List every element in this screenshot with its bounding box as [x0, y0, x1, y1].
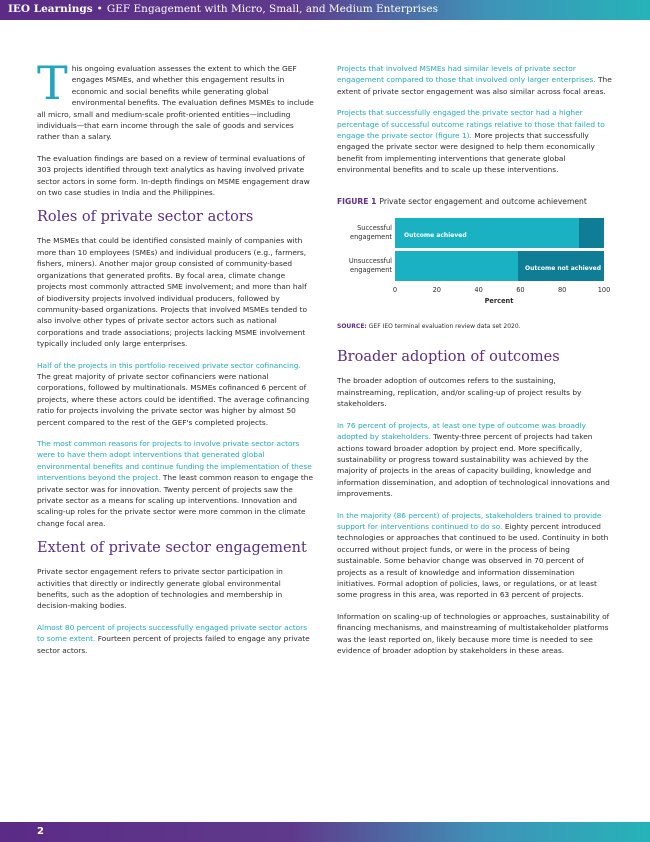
data-label: Outcome achieved [404, 232, 467, 240]
stacked-bar-chart [337, 215, 614, 315]
highlight-text: Half of the projects in this portfolio received private sector cofinancing. [37, 360, 301, 370]
drop-cap: T [37, 56, 68, 110]
paragraph-extent-1: Private sector engagement refers to private sector participation in activities that directly or indirectly generate global environmental benefits, such as the adoption of technologies and membership in decision-making bodies. [37, 567, 283, 611]
paragraph-broader-3 [337, 510, 614, 601]
category-label-line: Unsuccessful [348, 257, 392, 266]
data-label: Outcome not achieved [525, 265, 601, 273]
x-axis-label: Percent [484, 297, 514, 306]
x-tick-label: 0 [392, 286, 398, 295]
paragraph-roles-1: The MSMEs that could be identified consisted mainly of companies with more than 10 employees (SMEs) and individual producers (e.g., farmers, fishers, miners). Another major group consisted of community-based organizations that generated profits. By focal area, climate change projects most commonly attracted SME involvement; and more than half of biodiversity projects involved individual producers, followed by community-based organizations. Projects that involved MSMEs tended to also involve other types of private sector actors such as national corporations and trade associations; projects lacking MSME involvement typically included only large enterprises. [37, 236, 308, 349]
highlight-text: The most common reasons for projects to involve private sector actors were to have them adopt interventions that generated global environmental benefits and continue funding the implementation of these interventions beyond the project. [37, 438, 312, 483]
body-text: The great majority of private sector cofinanciers were national corporations, followed by multinationals. MSMEs cofinanced 6 percent of projects, where these actors could be identified. The average cofinancing ratio for projects involving the private sector was higher by almost 50 percent compared to the rest of the GEF's completed projects. [37, 371, 310, 427]
paragraph-msme-levels [337, 63, 614, 97]
heading-broader-adoption: Broader adoption of outcomes [337, 349, 560, 366]
source-text: GEF IEO terminal evaluation review data set 2020. [368, 323, 521, 331]
highlight-text: Projects that successfully engaged the private sector had a higher percentage of successful outcome ratings relative to those that failed to engage the private sector (figure 1). [337, 108, 605, 141]
header-text [8, 3, 438, 15]
right-column [337, 63, 614, 666]
body-text: The least common reason to engage the private sector was for innovation. Twenty percent of projects saw the private sector as a means for scaling up interventions. Innovation and scaling-up roles for the private sector were more common in the climate change focal area. [37, 473, 314, 528]
series-name: IEO Learnings [8, 3, 93, 15]
page-number: 2 [37, 826, 44, 837]
highlight-text: Almost 80 percent of projects successfully engaged private sector actors to some extent. [37, 622, 308, 644]
x-tick-label: 20 [432, 286, 441, 295]
paragraph-outcome-ratings [337, 107, 614, 175]
category-label-line: Successful [357, 224, 392, 233]
bar-segment-outcome-not-achieved [579, 218, 604, 248]
x-tick-label: 40 [474, 286, 483, 295]
page-footer-bar [0, 822, 650, 842]
x-tick-label: 80 [557, 286, 567, 295]
category-label [337, 257, 392, 274]
body-text: Twenty-three percent of projects had taken actions toward broader adoption by project end. More specifically, sustainability or progress toward sustainability was achieved by the majority of projects in the areas of capacity building, knowledge and information dissemination, and adoption of technological innovations and improvements. [337, 432, 610, 499]
header-separator: • [96, 3, 103, 15]
category-label [337, 224, 392, 241]
category-label-line: engagement [350, 265, 392, 274]
highlight-text: In the majority (86 percent) of projects, stakeholders trained to provide support for interventions continued to do so. [337, 510, 602, 531]
figure-source [337, 321, 614, 332]
figure-caption: Private sector engagement and outcome achievement [379, 196, 587, 206]
page-header-bar [0, 0, 650, 20]
paragraph-extent-2 [37, 622, 315, 656]
figure-1 [337, 196, 614, 333]
body-text: Fourteen percent of projects failed to engage any private sector actors. [37, 634, 310, 655]
paragraph-broader-4: Information on scaling-up of technologies or approaches, sustainability of financing mechanisms, and mainstreaming of multistakeholder platforms was the least reported on, likely because more time is needed to see evidence of broader adoption by stakeholders in these areas. [337, 611, 610, 655]
x-tick-label: 100 [597, 286, 611, 295]
paragraph-roles-2 [37, 360, 315, 428]
figure-title [337, 196, 614, 207]
heading-extent: Extent of private sector engagement [37, 540, 307, 557]
body-text: Eighty percent introduced technologies or approaches that continued to be used. Continuity in both occurred without project funds, or were in the process of being sustainable. Some behavior change was observed in 70 percent of projects as a result of knowledge and information dissemination initiatives. Formal adoption of policies, laws, or regulations, or at least some progress in this area, was reported in 63 percent of projects. [337, 521, 609, 600]
left-column [37, 56, 315, 666]
paragraph-findings-basis: The evaluation findings are based on a review of terminal evaluations of 303 projects identified through text analytics as having involved private sector actors in some form. In-depth findings on MSME engagement draw on two case studies in India and the Philippines. [37, 153, 310, 198]
paragraph-broader-1: The broader adoption of outcomes refers to the sustaining, mainstreaming, replication, and/or scaling-up of project results by stakeholders. [337, 376, 582, 409]
category-label-line: engagement [350, 232, 392, 241]
paragraph-broader-2 [337, 420, 614, 500]
report-title: GEF Engagement with Micro, Small, and Medium Enterprises [106, 3, 438, 15]
paragraph-roles-3 [37, 438, 315, 529]
highlight-text: In 76 percent of projects, at least one type of outcome was broadly adopted by stakeholders. [337, 420, 587, 442]
body-text: More projects that successfully engaged the private sector were designed to help them economically benefit from implementing interventions that generate global environmental benefits and to scale up these interventions. [337, 131, 595, 175]
heading-roles: Roles of private sector actors [37, 209, 254, 226]
body-text: The extent of private sector engagement was also similar across focal areas. [337, 75, 612, 96]
intro-text: his ongoing evaluation assesses the extent to which the GEF engages MSMEs, and whether this engagement results in economic and social benefits while generating global environmental benefits. The evaluation defines MSMEs to include all micro, small and medium-scale profit-oriented entities—including individuals—that earn income through the sale of goods and services rather than a salary. [37, 64, 314, 142]
source-label: SOURCE: [337, 323, 367, 331]
figure-label: FIGURE 1 [337, 196, 377, 206]
x-tick-label: 60 [516, 286, 525, 295]
highlight-text: Projects that involved MSMEs had similar levels of private sector engagement compared to those that involved only larger enterprises. [337, 64, 596, 85]
intro-paragraph [37, 56, 315, 143]
bar-segment-outcome-achieved [395, 251, 518, 281]
